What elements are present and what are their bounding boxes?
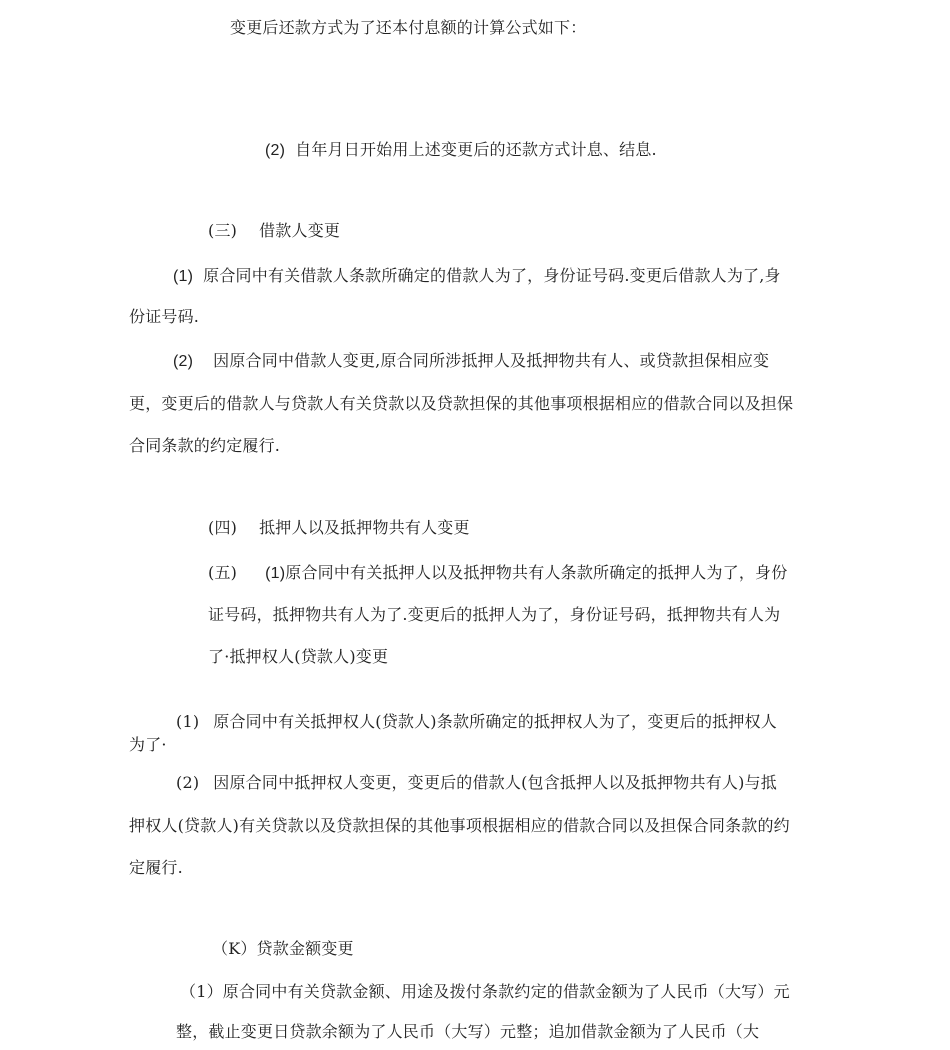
mortgagee-item-2-line-2	[129, 816, 790, 836]
paragraph-text: 自年月日开始用上述变更后的还款方式计息、结息.	[295, 140, 657, 159]
item-number: (2)	[176, 773, 200, 792]
item-text: 原合同中有关抵押人以及抵押物共有人条款所确定的抵押人为了，身份	[285, 563, 788, 582]
mortgagee-item-2-line-3	[129, 858, 183, 878]
section-k-item-1-line-1	[180, 982, 790, 1002]
section-k-heading	[212, 939, 354, 959]
section-3-item-1-line-1	[173, 266, 781, 287]
item-text: 原合同中有关贷款金额、用途及拨付条款约定的借款金额为了人民币（大写）元	[222, 982, 790, 1001]
mortgagee-item-1-line-2	[129, 735, 167, 755]
section-5-line-1	[208, 563, 787, 584]
mortgagee-item-1-line-1	[176, 712, 777, 732]
intro-formula-line	[230, 18, 586, 38]
item-text: 整，截止变更日贷款余额为了人民币（大写）元整；追加借款金额为了人民币（大	[176, 1022, 760, 1041]
section-title: 抵押人以及抵押物共有人变更	[259, 518, 470, 537]
item-number: (2)	[173, 353, 194, 370]
section-title: （K）贷款金额变更	[212, 939, 354, 958]
paragraph-number: (2)	[265, 142, 286, 159]
item-text: 原合同中有关抵押权人(贷款人)条款所确定的抵押权人为了，变更后的抵押权人	[213, 712, 777, 731]
item-text: 份证号码.	[129, 307, 200, 326]
item-number: (1)	[173, 268, 194, 285]
item-text: 了·抵押权人(贷款人)变更	[208, 647, 389, 666]
repayment-start-paragraph	[265, 140, 657, 161]
item-number: （1）	[180, 982, 223, 1001]
item-text: 更，变更后的借款人与贷款人有关贷款以及贷款担保的其他事项根据相应的借款合同以及担保	[129, 394, 794, 413]
item-text: 因原合同中借款人变更,原合同所涉抵押人及抵押物共有人、或贷款担保相应变	[213, 351, 770, 370]
item-text: 因原合同中抵押权人变更，变更后的借款人(包含抵押人以及抵押物共有人)与抵	[213, 773, 777, 792]
section-label: (四)	[208, 518, 238, 537]
item-text: 押权人(贷款人)有关贷款以及贷款担保的其他事项根据相应的借款合同以及担保合同条款的约	[129, 816, 790, 835]
item-number: (1)	[265, 565, 286, 582]
section-3-item-2-line-3	[129, 436, 280, 456]
item-number: (1)	[176, 712, 200, 731]
section-3-item-2-line-2	[129, 394, 793, 414]
item-text: 合同条款的约定履行.	[129, 436, 281, 455]
section-label: (五)	[208, 563, 238, 582]
mortgagee-item-2-line-1	[176, 773, 777, 793]
section-k-item-1-line-2	[176, 1022, 759, 1042]
section-4-heading	[208, 518, 470, 538]
section-3-item-2-line-1	[173, 351, 769, 372]
item-text: 为了·	[129, 735, 167, 754]
section-label: (三)	[208, 221, 238, 240]
section-5-line-3	[208, 647, 388, 667]
item-text: 定履行.	[129, 858, 183, 877]
section-title: 借款人变更	[259, 221, 341, 240]
section-3-heading	[208, 221, 340, 241]
section-5-line-2	[208, 605, 780, 625]
intro-text: 变更后还款方式为了还本付息额的计算公式如下：	[230, 18, 587, 37]
item-text: 证号码，抵押物共有人为了.变更后的抵押人为了，身份证号码，抵押物共有人为	[208, 605, 781, 624]
section-3-item-1-line-2	[129, 307, 199, 327]
item-text: 原合同中有关借款人条款所确定的借款人为了，身份证号码.变更后借款人为了,身	[203, 266, 781, 285]
